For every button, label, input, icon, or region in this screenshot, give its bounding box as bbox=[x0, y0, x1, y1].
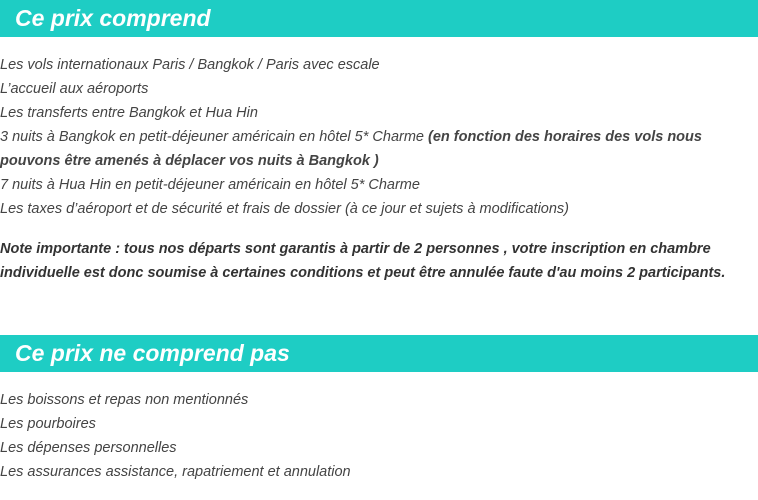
list-item bbox=[0, 125, 758, 173]
list-item: 7 nuits à Hua Hin en petit-déjeuner américain en hôtel 5* Charme bbox=[0, 177, 420, 193]
important-note: Note importante : tous nos départs sont garantis à partir de 2 personnes , votre inscription en chambre individuelle est donc soumise à certaines conditions et peut être annulée faute d'au moins 2 participants. bbox=[0, 241, 726, 281]
list-item: Les pourboires bbox=[0, 416, 96, 432]
section-header-excluded: Ce prix ne comprend pas bbox=[0, 335, 758, 372]
list-item: Les boissons et repas non mentionnés bbox=[0, 392, 249, 408]
list-item-emphasis: (en fonction des horaires des vols nous pouvons être amenés à déplacer vos nuits à Bangkok ) bbox=[0, 129, 702, 169]
list-item: Les transferts entre Bangkok et Hua Hin bbox=[0, 105, 258, 121]
list-item: Les vols internationaux Paris / Bangkok / Paris avec escale bbox=[0, 57, 380, 73]
list-item: L’accueil aux aéroports bbox=[0, 81, 149, 97]
section-header-included: Ce prix comprend bbox=[0, 0, 758, 37]
list-item: Les dépenses personnelles bbox=[0, 440, 177, 456]
list-item-text: 3 nuits à Bangkok en petit-déjeuner américain en hôtel 5* Charme bbox=[0, 129, 429, 145]
excluded-list bbox=[0, 388, 758, 484]
list-item: Les taxes d’aéroport et de sécurité et frais de dossier (à ce jour et sujets à modifications) bbox=[0, 201, 570, 217]
list-item: Les assurances assistance, rapatriement et annulation bbox=[0, 464, 351, 480]
included-list bbox=[0, 53, 758, 221]
